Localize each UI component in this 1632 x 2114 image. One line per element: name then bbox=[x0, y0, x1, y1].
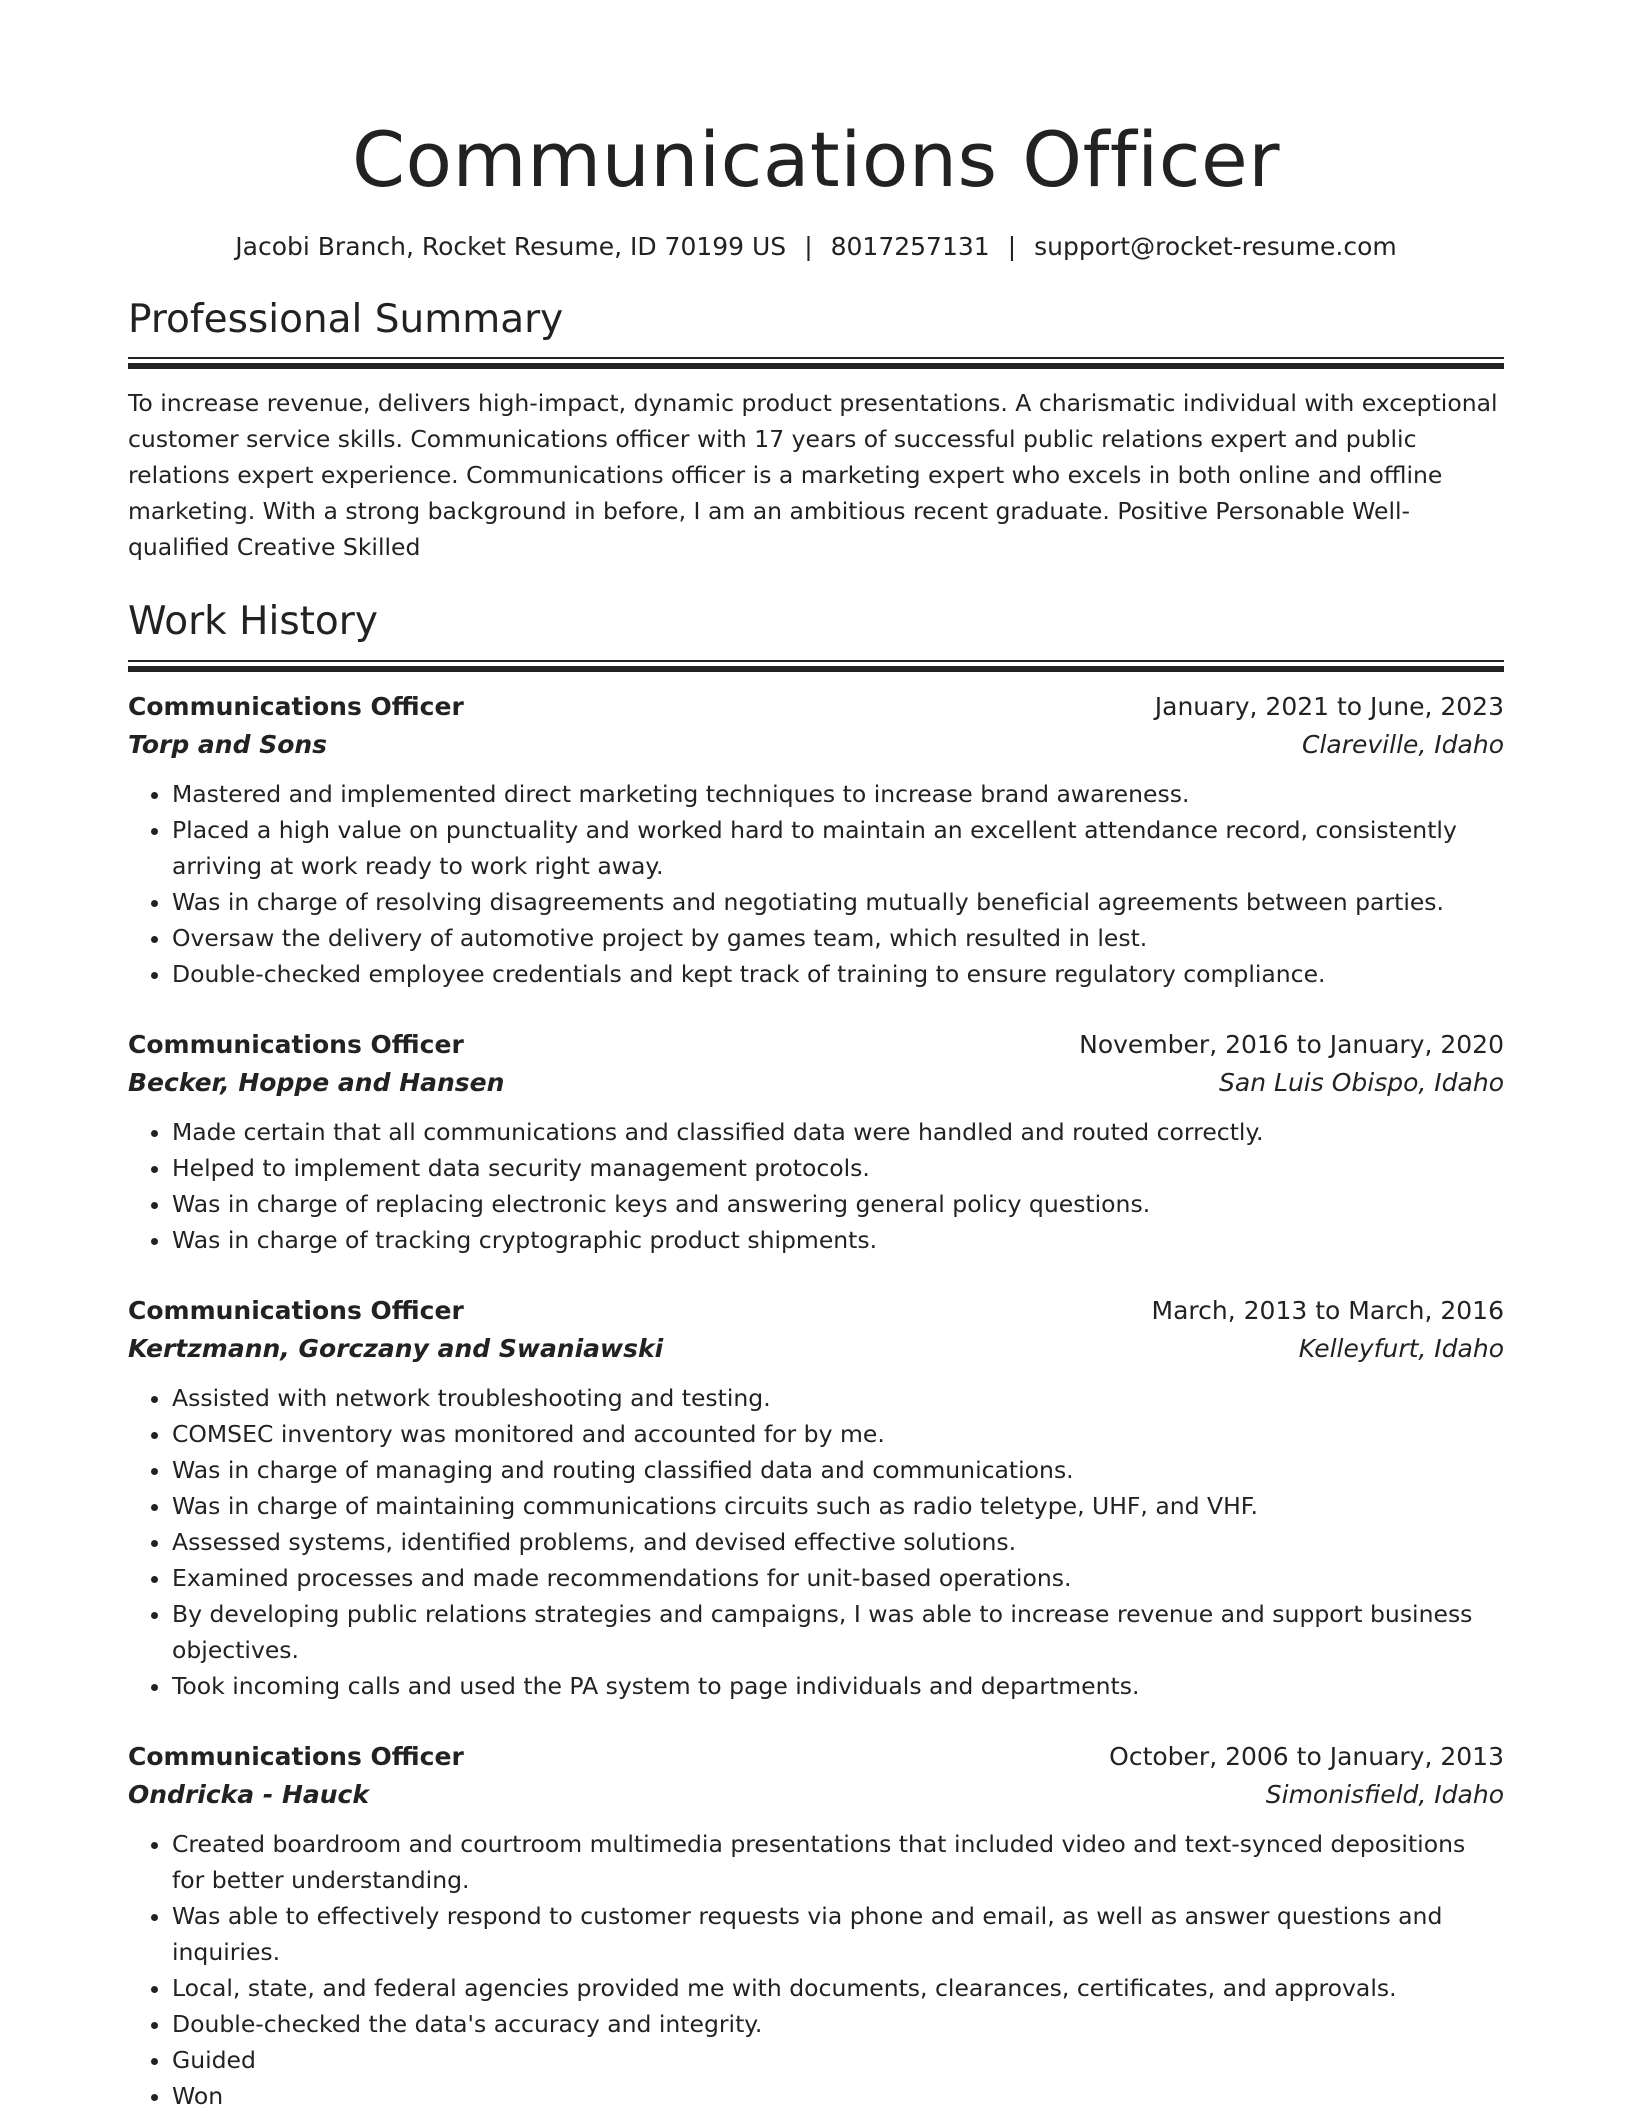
job-bullet: • Double-checked the data's accuracy and integrity. bbox=[172, 2006, 1504, 2042]
professional-summary-section bbox=[128, 296, 1504, 566]
job-header-row bbox=[128, 1292, 1504, 1330]
job-bullet: • Made certain that all communications and classified data were handled and routed correctly. bbox=[172, 1114, 1504, 1150]
job-bullet: • By developing public relations strategies and campaigns, I was able to increase revenue and support business objectives. bbox=[172, 1596, 1504, 1668]
job-bullet: • COMSEC inventory was monitored and accounted for by me. bbox=[172, 1416, 1504, 1452]
job-bullet: • Was in charge of replacing electronic keys and answering general policy questions. bbox=[172, 1186, 1504, 1222]
contact-separator: | bbox=[804, 231, 813, 261]
contact-address: Jacobi Branch, Rocket Resume, ID 70199 US bbox=[235, 231, 787, 261]
job-bullet: • Examined processes and made recommendations for unit-based operations. bbox=[172, 1560, 1504, 1596]
job-location: Kelleyfurt, Idaho bbox=[1298, 1334, 1504, 1364]
job-bullet: • Took incoming calls and used the PA system to page individuals and departments. bbox=[172, 1668, 1504, 1704]
job-bullet-list bbox=[128, 776, 1504, 992]
job-bullet: • Assisted with network troubleshooting and testing. bbox=[172, 1380, 1504, 1416]
job-list bbox=[128, 688, 1504, 2114]
job-entry bbox=[128, 1738, 1504, 2114]
job-subheader-row bbox=[128, 726, 1504, 764]
job-title: Communications Officer bbox=[128, 1742, 464, 1772]
section-heading: Professional Summary bbox=[128, 296, 564, 342]
job-header-row bbox=[128, 688, 1504, 726]
summary-text: To increase revenue, delivers high-impact, dynamic product presentations. A charismatic individual with exceptional customer service skills. Communications officer with 17 years of successful public relations expert and public relations expert experience. Communications officer is a marketing expert who excels in both online and offline marketing. With a strong background in before, I am an ambitious recent graduate. Positive Personable Well-qualified Creative Skilled bbox=[128, 389, 1498, 562]
job-bullet: • Was in charge of tracking cryptographic product shipments. bbox=[172, 1222, 1504, 1258]
job-bullet-list bbox=[128, 1380, 1504, 1704]
job-bullet: • Was in charge of resolving disagreements and negotiating mutually beneficial agreements between parties. bbox=[172, 884, 1504, 920]
job-bullet: • Was in charge of managing and routing classified data and communications. bbox=[172, 1452, 1504, 1488]
job-entry bbox=[128, 688, 1504, 992]
section-divider bbox=[128, 357, 1504, 367]
job-company: Torp and Sons bbox=[128, 730, 328, 760]
job-subheader-row bbox=[128, 1776, 1504, 1814]
job-title: Communications Officer bbox=[128, 1296, 464, 1326]
job-bullet: • Oversaw the delivery of automotive project by games team, which resulted in lest. bbox=[172, 920, 1504, 956]
job-location: Clareville, Idaho bbox=[1302, 730, 1504, 760]
job-dates: November, 2016 to January, 2020 bbox=[1079, 1030, 1504, 1060]
job-bullet: • Created boardroom and courtroom multimedia presentations that included video and text-synced depositions for better understanding. bbox=[172, 1826, 1504, 1898]
job-entry bbox=[128, 1292, 1504, 1704]
job-bullet: • Helped to implement data security management protocols. bbox=[172, 1150, 1504, 1186]
contact-line bbox=[128, 232, 1504, 261]
job-bullet: • Placed a high value on punctuality and worked hard to maintain an excellent attendance record, consistently arriving at work ready to work right away. bbox=[172, 812, 1504, 884]
job-bullet-list bbox=[128, 1114, 1504, 1258]
job-bullet: • Double-checked employee credentials and kept track of training to ensure regulatory compliance. bbox=[172, 956, 1504, 992]
section-divider bbox=[128, 660, 1504, 670]
job-subheader-row bbox=[128, 1330, 1504, 1368]
job-dates: October, 2006 to January, 2013 bbox=[1109, 1742, 1504, 1772]
job-entry bbox=[128, 1026, 1504, 1258]
job-dates: March, 2013 to March, 2016 bbox=[1151, 1296, 1504, 1326]
job-bullet: • Was in charge of maintaining communications circuits such as radio teletype, UHF, and VHF. bbox=[172, 1488, 1504, 1524]
contact-email: support@rocket-resume.com bbox=[1034, 231, 1397, 261]
contact-separator: | bbox=[1007, 231, 1017, 261]
job-header-row bbox=[128, 1026, 1504, 1064]
contact-phone: 8017257131 bbox=[830, 231, 990, 261]
job-bullet: • Guided bbox=[172, 2042, 1504, 2078]
section-heading: Work History bbox=[128, 599, 378, 645]
job-bullet: • Was able to effectively respond to customer requests via phone and email, as well as answer questions and inquiries. bbox=[172, 1898, 1504, 1970]
job-header-row bbox=[128, 1738, 1504, 1776]
job-bullet: • Won bbox=[172, 2078, 1504, 2114]
job-title: Communications Officer bbox=[128, 1030, 464, 1060]
job-subheader-row bbox=[128, 1064, 1504, 1102]
job-title: Communications Officer bbox=[128, 692, 464, 722]
work-history-section bbox=[128, 601, 1504, 2114]
job-bullet: • Local, state, and federal agencies provided me with documents, clearances, certificates, and approvals. bbox=[172, 1970, 1504, 2006]
job-company: Becker, Hoppe and Hansen bbox=[128, 1068, 505, 1098]
job-location: San Luis Obispo, Idaho bbox=[1219, 1068, 1504, 1098]
resume-page bbox=[128, 0, 1504, 2114]
job-company: Ondricka - Hauck bbox=[128, 1780, 369, 1810]
resume-title: Communications Officer bbox=[351, 115, 1280, 204]
job-bullet-list bbox=[128, 1826, 1504, 2114]
job-dates: January, 2021 to June, 2023 bbox=[1154, 692, 1504, 722]
job-location: Simonisfield, Idaho bbox=[1265, 1780, 1504, 1810]
job-company: Kertzmann, Gorczany and Swaniawski bbox=[128, 1334, 664, 1364]
job-bullet: • Assessed systems, identified problems, and devised effective solutions. bbox=[172, 1524, 1504, 1560]
job-bullet: • Mastered and implemented direct marketing techniques to increase brand awareness. bbox=[172, 776, 1504, 812]
